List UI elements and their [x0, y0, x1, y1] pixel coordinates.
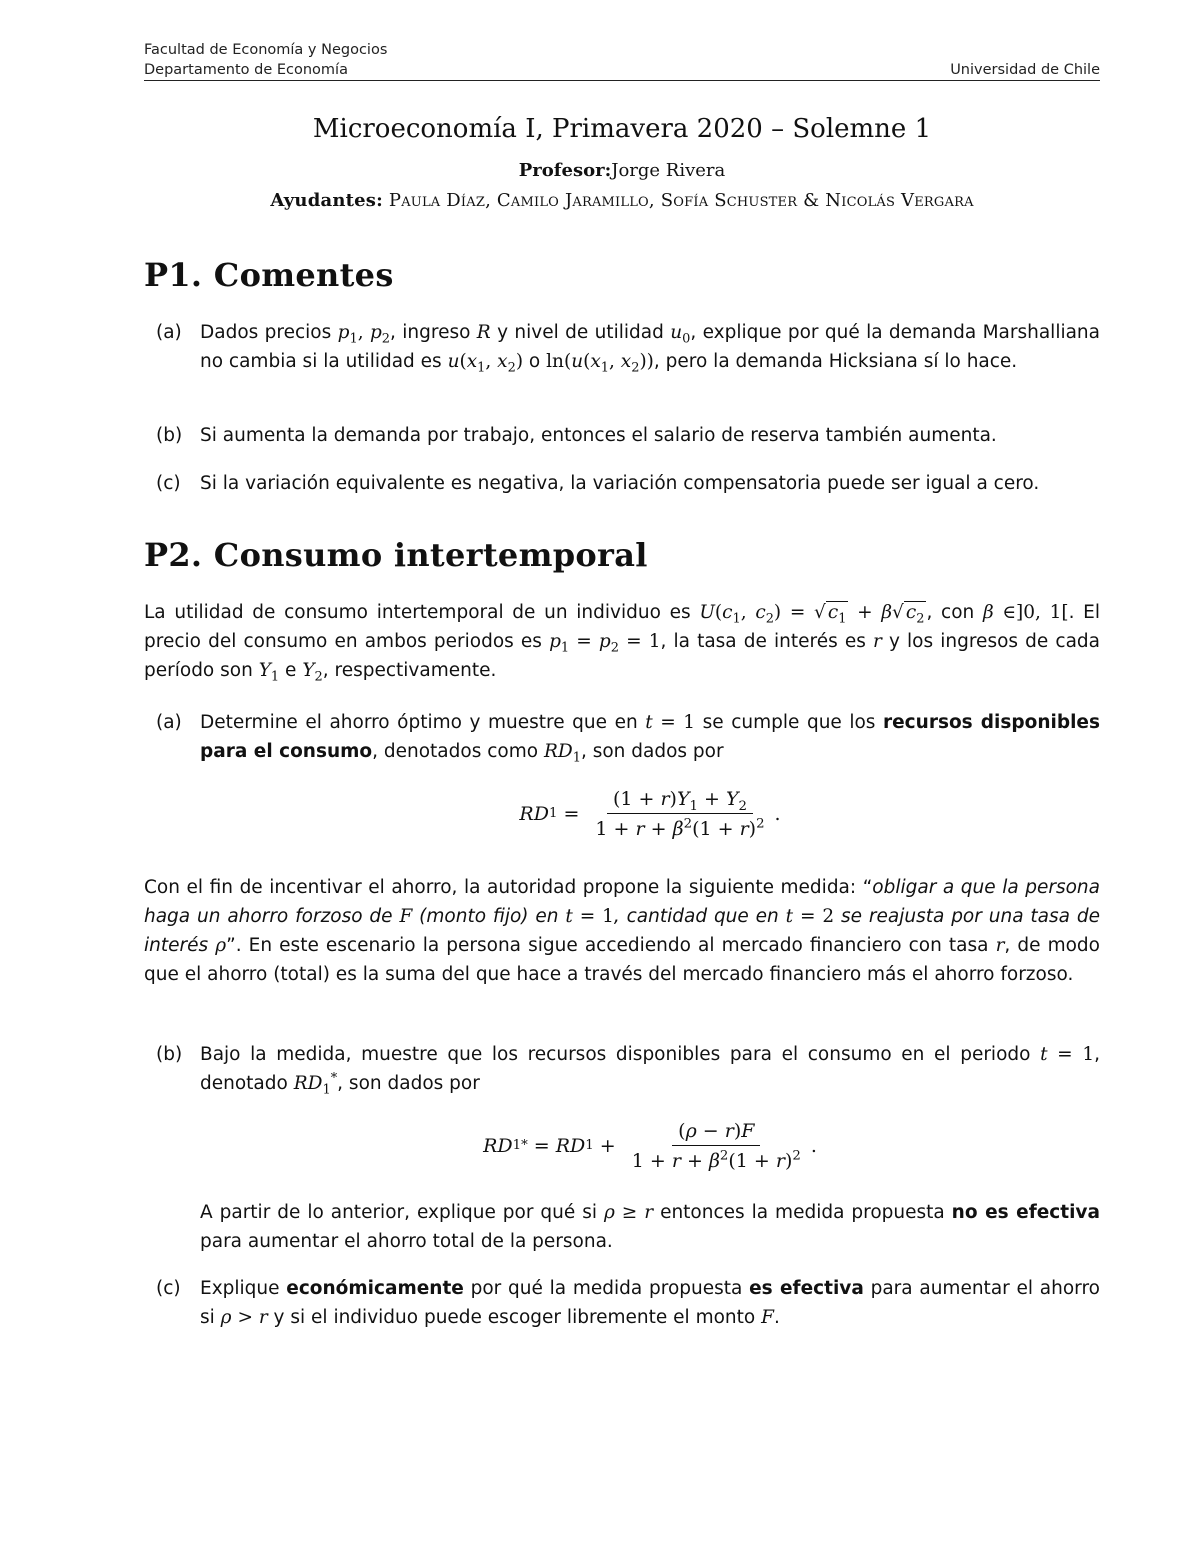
item-text: Si la variación equivalente es negativa, la variación compensatoria puede ser igual a cero. — [200, 473, 1040, 494]
header-university: Universidad de Chile — [950, 62, 1100, 78]
document-page — [144, 0, 1100, 1553]
item-label: (a) — [156, 712, 182, 733]
item-label: (c) — [156, 473, 181, 494]
item-text: Si aumenta la demanda por trabajo, entonces el salario de reserva también aumenta. — [200, 425, 997, 446]
section-p1-heading: P1. Comentes — [144, 256, 394, 294]
header-department: Departamento de Economía — [144, 62, 348, 78]
p2-intro: La utilidad de consumo intertemporal de un individuo es $U(c_1$, $c_2$) = √ $c_1 + \beta√$ $c_2$ , con β ∈]0, 1[. El precio del consumo en ambos periodos es $p_1 = p_2 = 1$, la tasa de interés es r y los ingresos de cada período son $Y_1$ e $Y_2$, respectivamente. — [144, 602, 1101, 685]
header-faculty: Facultad de Economía y Negocios — [144, 42, 388, 58]
page-title: Microeconomía I, Primavera 2020 – Solemne 1 — [312, 114, 932, 144]
professor-line — [144, 160, 1100, 181]
item-label: (b) — [156, 1044, 183, 1065]
professor-name: Jorge Rivera — [611, 160, 726, 181]
section-p2-heading: P2. Consumo intertemporal — [144, 536, 648, 574]
item-text: Determine el ahorro óptimo y muestre que en t = 1 se cumple que los recursos disponibles para el consumo, denotados como $RD_1$, son dados por — [200, 712, 1100, 766]
item-label: (a) — [156, 322, 182, 343]
equation-rd1: RD 1 = $\frac{(1 + r)Y_1 + Y_2}{1 + r + \beta^2(1 + r)^2}$ . — [519, 788, 781, 840]
header-rule — [144, 80, 1100, 81]
item-text: Bajo la medida, muestre que los recursos disponibles para el consumo en el periodo t = 1, denotado $RD_1^*$, son dados por — [200, 1044, 1100, 1098]
assistants-names: Paula Díaz, Camilo Jaramillo, Sofía Schuster & Nicolás Vergara — [388, 190, 974, 211]
item-text: A partir de lo anterior, explique por qué si ρ ≥ r entonces la medida propuesta no es efectiva para aumentar el ahorro total de la persona. — [200, 1202, 1100, 1252]
item-label: (b) — [156, 425, 183, 446]
item-label: (c) — [156, 1278, 181, 1299]
item-text: Dados precios $p_1$, $p_2$, ingreso R y nivel de utilidad $u_0$, explique por qué la demanda Marshalliana no cambia si la utilidad es $u(x_1$, $x_2$) o $\ln(u(x_1$, $x_2$)), pero la demanda Hicksiana sí lo hace. — [200, 322, 1100, 376]
math: p — [337, 322, 350, 343]
professor-label: Profesor: — [518, 160, 612, 181]
item-text: Explique económicamente por qué la medida propuesta es efectiva para aumentar el ahorro si ρ > r y si el individuo puede escoger libremente el monto F. — [200, 1278, 1100, 1328]
assistants-label: Ayudantes: — [270, 190, 383, 211]
equation-rd1-star: RD 1 * = RD 1 + $\frac{(\rho - r)F}{1 + r + \beta^2(1 + r)^2}$ . — [483, 1120, 817, 1172]
p2-measure-paragraph: Con el fin de incentivar el ahorro, la autoridad propone la siguiente medida: “obligar a que la persona haga un ahorro forzoso de F (monto fijo) en t = 1, cantidad que en t = 2 se reajusta por una tasa de interés ρ”. En este escenario la persona sigue accediendo al mercado financiero con tasa r, de modo que el ahorro (total) es la suma del que hace a través del mercado financiero más el ahorro forzoso. — [144, 877, 1100, 985]
assistants-line — [144, 190, 1100, 211]
